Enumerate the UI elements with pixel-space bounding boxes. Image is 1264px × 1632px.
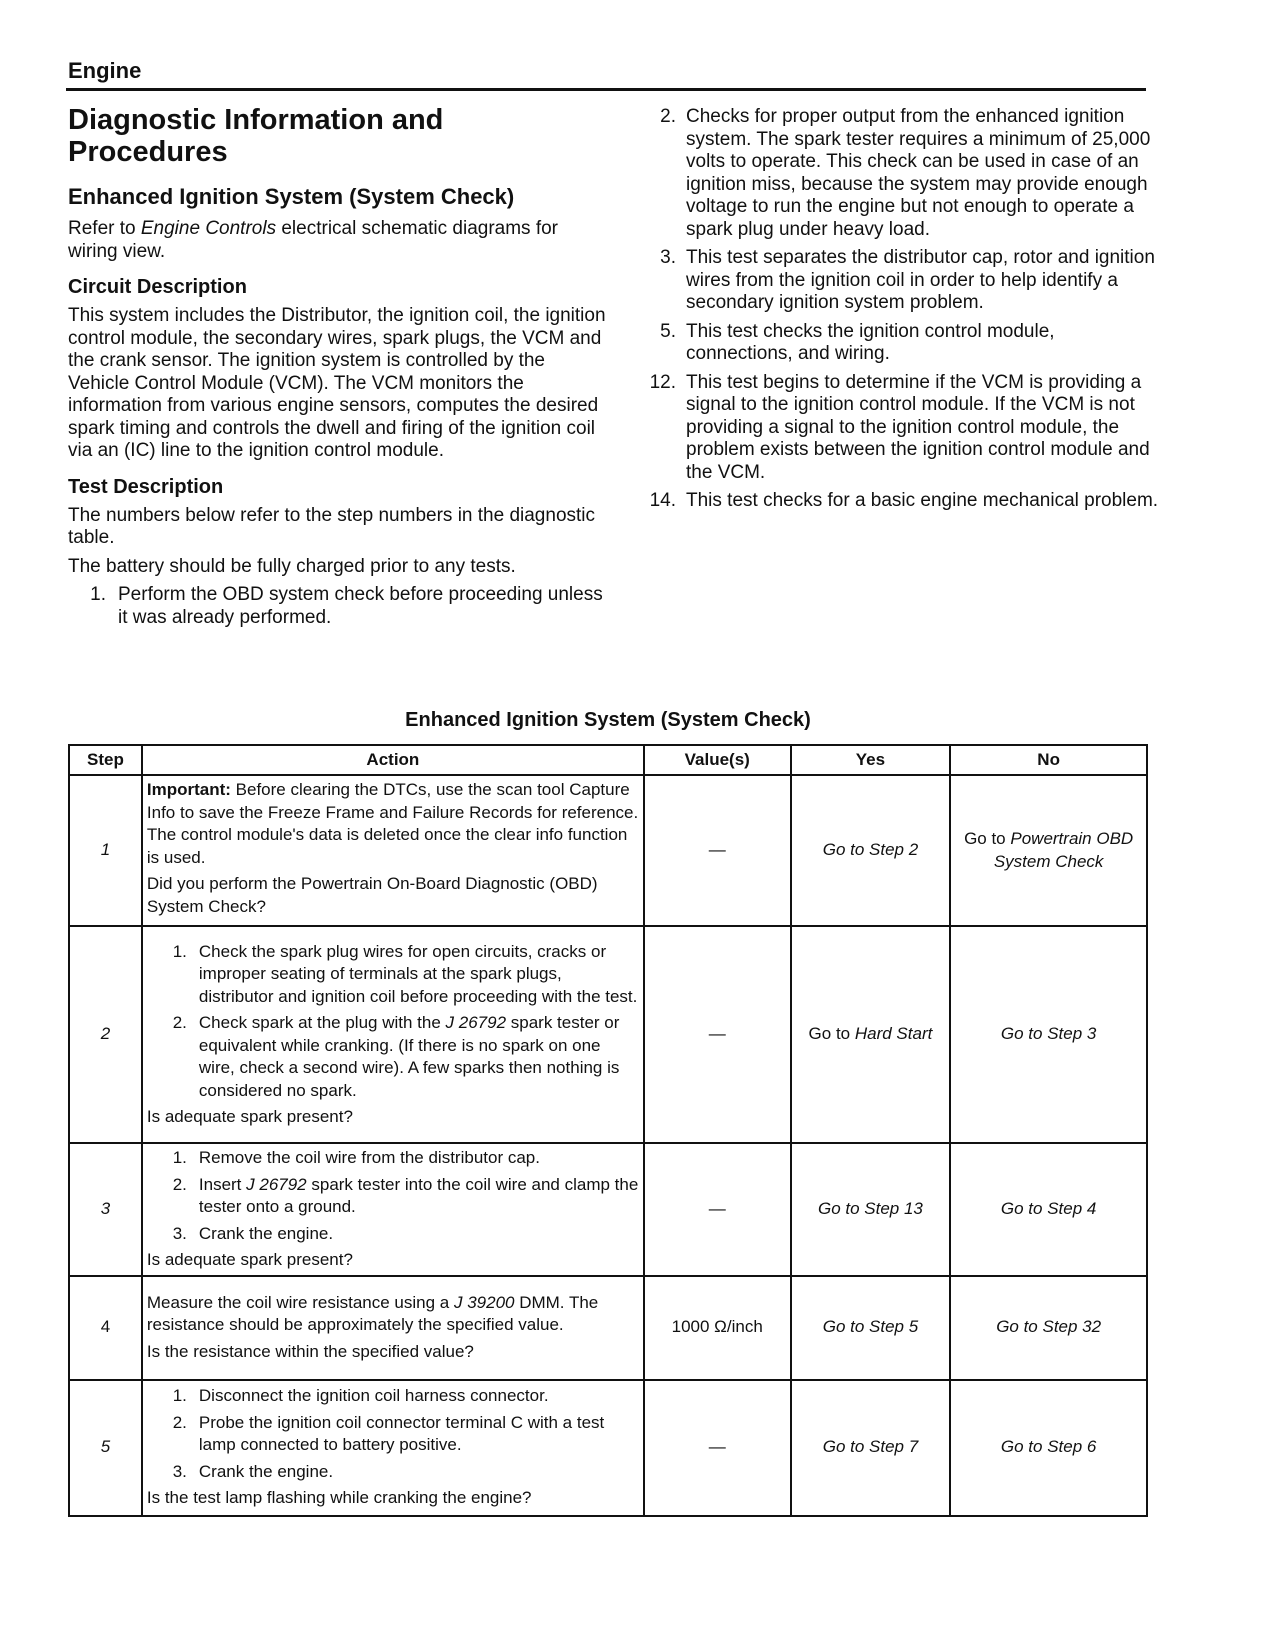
action-cell [142, 1380, 644, 1516]
value-cell: — [644, 775, 791, 926]
engine-controls-reference: Engine Controls [140, 218, 277, 239]
test-description-list-left [68, 584, 608, 629]
no-cell: Go to Step 32 [950, 1276, 1147, 1380]
table-row [69, 1276, 1147, 1380]
list-item: 12. This test begins to determine if the VCM is providing a signal to the ignition control module. If the VCM is not providing a signal to the ignition control module, the problem exists between the ignition control module and the VCM. [649, 371, 1150, 483]
list-item: 14. This test checks for a basic engine mechanical problem. [649, 490, 1159, 511]
action-list-item: 3. Crank the engine. [172, 1223, 334, 1243]
action-cell [142, 926, 644, 1143]
no-cell: Go to Step 4 [950, 1143, 1147, 1276]
action-list-item: 2. Probe the ignition coil connector terminal C with a test lamp connected to battery positive. [172, 1412, 605, 1455]
table-row [69, 926, 1147, 1143]
no-cell: Go to Step 6 [950, 1380, 1147, 1516]
action-list-item: 2. Check spark at the plug with the J 26792 spark tester or equivalent while cranking. (If there is no spark on one wire, check a second wire). A few sparks then nothing is considered no spark. [172, 1013, 620, 1100]
step-number: 2 [69, 926, 142, 1143]
action-list-item: 2. Insert J 26792 spark tester into the coil wire and clamp the tester onto a ground. [172, 1174, 639, 1216]
right-column [640, 106, 1160, 519]
action-list-item: 1. Disconnect the ignition coil harness connector. [172, 1386, 549, 1406]
value-cell: — [644, 1143, 791, 1276]
yes-cell: Go to Step 7 [791, 1380, 951, 1516]
action-list-item: 1. Remove the coil wire from the distributor cap. [172, 1148, 540, 1167]
value-cell: — [644, 926, 791, 1143]
yes-cell: Go to Step 13 [791, 1143, 951, 1276]
question: Is the resistance within the specified value? [146, 1341, 474, 1361]
test-description-heading: Test Description [68, 475, 224, 498]
action-list-item: 1. Check the spark plug wires for open circuits, cracks or improper seating of terminals at the spark plugs, distributor and ignition coil before proceeding with the test. [172, 941, 638, 1006]
test-description-text: The numbers below refer to the step numbers in the diagnostic table. [68, 504, 596, 548]
list-item: 2. Checks for proper output from the enhanced ignition system. The spark tester requires a minimum of 25,000 volts to operate. This check can be used in case of an ignition miss, because the system may provide enough voltage to run the engine but not enough to operate a spark plug under heavy load. [660, 106, 1151, 240]
yes-cell: Go to Hard Start [791, 926, 951, 1143]
circuit-description-text: This system includes the Distributor, the ignition coil, the ignition control module, the secondary wires, spark plugs, the VCM and the crank sensor. The ignition system is controlled by the Vehicle Control Module (VCM). The VCM monitors the information from various engine sensors, computes the desired spark timing and controls the dwell and firing of the ignition coil via an (IC) line to the ignition control module. [68, 305, 606, 461]
action-list-item: 3. Crank the engine. [172, 1461, 334, 1481]
left-column [68, 104, 608, 635]
action-cell: Measure the coil wire resistance using a J 39200 DMM. The resistance should be approximately the specified value. Is the resistance within the specified value? [142, 1276, 644, 1380]
no-cell: Go to Powertrain OBD System Check [950, 775, 1147, 926]
question: Did you perform the Powertrain On-Board Diagnostic (OBD) System Check? [146, 874, 598, 916]
no-cell: Go to Step 3 [950, 926, 1147, 1143]
table-header-row [69, 745, 1147, 775]
header-yes: Yes [791, 745, 951, 775]
value-cell: — [644, 1380, 791, 1516]
section-label: Engine [68, 58, 142, 83]
intro-paragraph: Refer to Engine Controls electrical schematic diagrams for wiring view. [68, 218, 559, 262]
step-number: 3 [69, 1143, 142, 1276]
yes-cell: Go to Step 5 [791, 1276, 951, 1380]
question: Is adequate spark present? [146, 1250, 353, 1269]
tool-reference: J 39200 [453, 1292, 515, 1312]
step-number: 4 [69, 1276, 142, 1380]
battery-note: The battery should be fully charged prior to any tests. [68, 555, 516, 577]
diagnostic-table [68, 744, 1148, 1517]
header-action: Action [142, 745, 644, 775]
tool-reference: J 26792 [246, 1174, 307, 1194]
step-number: 5 [69, 1380, 142, 1516]
yes-cell: Go to Step 2 [791, 775, 951, 926]
test-description-list-right [640, 106, 1160, 513]
header-step: Step [69, 745, 142, 775]
list-item: 3. This test separates the distributor cap, rotor and ignition wires from the ignition coil in order to help identify a secondary ignition system problem. [660, 247, 1155, 313]
header-no: No [950, 745, 1147, 775]
header-values: Value(s) [644, 745, 791, 775]
circuit-description-heading: Circuit Description [68, 276, 247, 298]
table-row [69, 1380, 1147, 1516]
question: Is adequate spark present? [146, 1107, 353, 1126]
list-item: 1. Perform the OBD system check before proceeding unless it was already performed. [90, 584, 603, 628]
action-cell: Important: Before clearing the DTCs, use the scan tool Capture Info to save the Freeze Frame and Failure Records for reference. The control module's data is deleted once the clear info function is used. Did you perform the Powertrain On-Board Diagnostic (OBD) System Check? [142, 775, 644, 926]
table-row [69, 775, 1147, 926]
step-number: 1 [69, 775, 142, 926]
table-caption: Enhanced Ignition System (System Check) [405, 709, 811, 731]
question: Is the test lamp flashing while cranking the engine? [146, 1488, 532, 1508]
tool-reference: J 26792 [445, 1013, 507, 1032]
table-row [69, 1143, 1147, 1276]
value-cell: 1000 Ω/inch [644, 1276, 791, 1380]
header-rule [66, 88, 1146, 91]
page-title: Diagnostic Information and Procedures [68, 104, 444, 168]
list-item: 5. This test checks the ignition control module, connections, and wiring. [660, 320, 1055, 364]
action-cell [142, 1143, 644, 1276]
system-check-heading: Enhanced Ignition System (System Check) [68, 184, 515, 209]
important-label: Important: [146, 780, 231, 799]
